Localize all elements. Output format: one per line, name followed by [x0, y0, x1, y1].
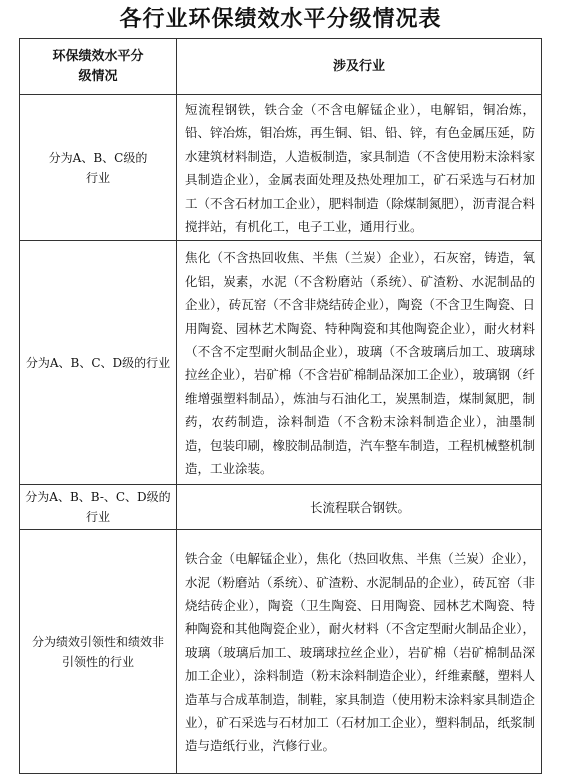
row-industries: 铁合金（电解锰企业），焦化（热回收焦、半焦（兰炭）企业），水泥（粉磨站（系统）、矿渣粉、水泥制品的企业），砖瓦窑（非烧结砖企业），陶瓷（卫生陶瓷、日用陶瓷、园林艺术陶瓷、特种陶瓷和其他陶瓷企业），耐火材料（不含定型耐火制品企业），玻璃（玻璃后加工、玻璃球拉丝企业），岩矿棉（岩矿棉制品深加工企业），涂料制造（粉末涂料制造企业），纤维素醚，塑料人造革与合成革制造，制鞋，家具制造（使用粉末涂料家具制造企业），矿石采选与石材加工（石材加工企业），塑料制品，纸浆制造与造纸行业，汽修行业。 — [177, 530, 542, 774]
header-industries: 涉及行业 — [177, 39, 542, 95]
table-row — [20, 241, 542, 485]
row-industries: 短流程钢铁，铁合金（不含电解锰企业），电解铝，铜冶炼，铅、锌冶炼，钼冶炼，再生铜、铝、铅、锌，有色金属压延，防水建筑材料制造，人造板制造，家具制造（不含使用粉末涂料家具制造企业），金属表面处理及热处理加工，矿石采选与石材加工（不含石材加工企业），肥料制造（除煤制氮肥），沥青混合料搅拌站，有机化工，电子工业，通用行业。 — [177, 95, 542, 241]
row-industries: 焦化（不含热回收焦、半焦（兰炭）企业），石灰窑，铸造，氧化铝，炭素，水泥（不含粉磨站（系统）、矿渣粉、水泥制品的企业），砖瓦窑（不含非烧结砖企业），陶瓷（不含卫生陶瓷、日用陶瓷、园林艺术陶瓷、特种陶瓷和其他陶瓷企业），耐火材料（不含不定型耐火制品企业），玻璃（不含玻璃后加工、玻璃球拉丝企业），岩矿棉（不含岩矿棉制品深加工企业），玻璃钢（纤维增强塑料制品），炼油与石油化工，炭黑制造，煤制氮肥，制药，农药制造，涂料制造（不含粉末涂料制造企业），油墨制造，包装印刷，橡胶制品制造，汽车整车制造，工程机械整机制造，工业涂装。 — [177, 241, 542, 485]
row-level: 分为A、B、B-、C、D级的行业 — [20, 485, 177, 530]
table-header-row — [20, 39, 542, 95]
row-level: 分为绩效引领性和绩效非引领性的行业 — [20, 530, 177, 774]
table-row — [20, 95, 542, 241]
row-level: 分为A、B、C、D级的行业 — [20, 241, 177, 485]
table-row — [20, 485, 542, 530]
row-level: 分为A、B、C级的行业 — [20, 95, 177, 241]
classification-table — [19, 38, 542, 774]
table-row — [20, 530, 542, 774]
page-title: 各行业环保绩效水平分级情况表 — [119, 7, 442, 32]
row-industries: 长流程联合钢铁。 — [177, 485, 542, 530]
header-level: 环保绩效水平分级情况 — [20, 39, 177, 95]
